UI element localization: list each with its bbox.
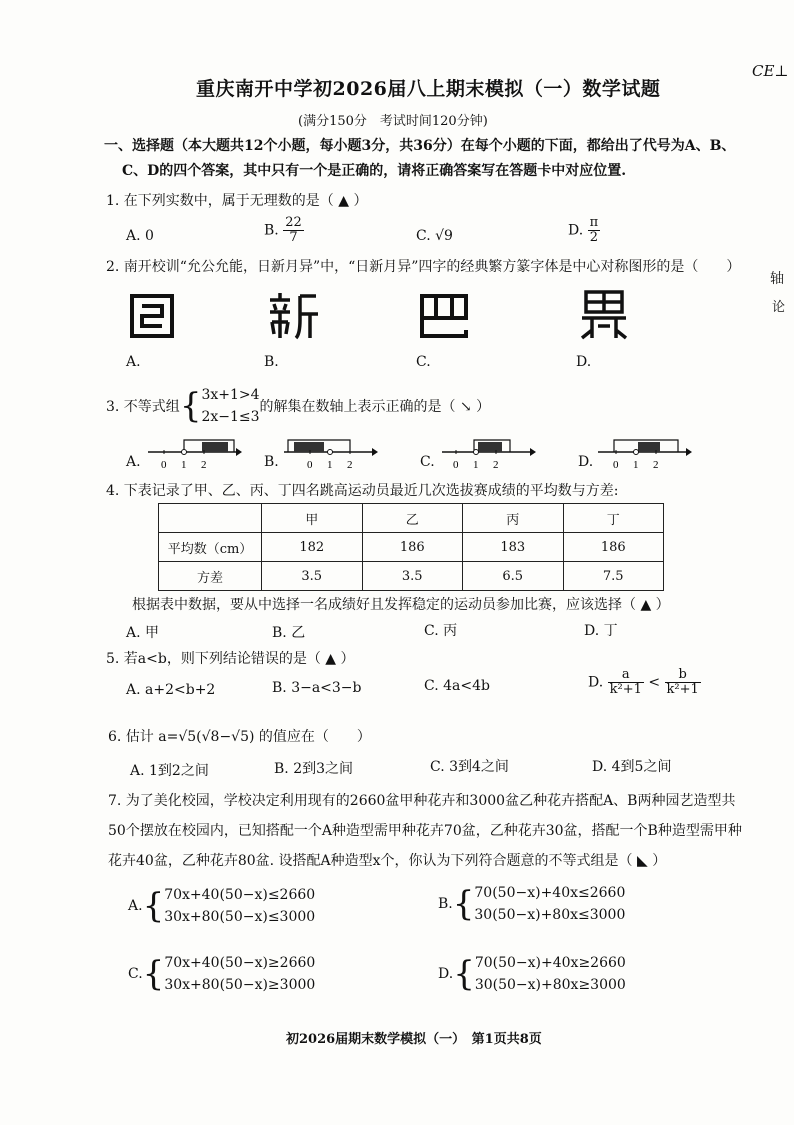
q7-option-d-label: D.	[438, 966, 454, 982]
q5-option-b: B. 3−a<3−b	[272, 680, 362, 696]
q7-line-1: 7. 为了美化校园，学校决定利用现有的2660盆甲种花卉和3000盆乙种花卉搭配A、B两种园艺造型共	[108, 793, 736, 809]
seal-yi-icon	[578, 288, 630, 342]
q1-option-c: C. √9	[416, 228, 453, 244]
q7-b-eq1: 70(50−x)+40x≤2660	[474, 885, 626, 901]
section-instructions-2: C、D的四个答案，其中只有一个是正确的，请将正确答案写在答题卡中对应位置.	[122, 163, 627, 179]
q5-option-c: C. 4a<4b	[424, 678, 490, 694]
table-header-cell: 乙	[362, 504, 463, 533]
q4-followup: 根据表中数据，要从中选择一名成绩好且发挥稳定的运动员参加比赛，应该选择（ ▲ ）	[132, 597, 670, 613]
q3-d-tick-1: 1	[633, 459, 639, 471]
table-cell: 6.5	[463, 562, 564, 591]
page-title: 重庆南开中学初2026届八上期末模拟（一）数学试题	[196, 78, 661, 100]
q3-label-c: C.	[420, 454, 435, 470]
q5-d-den2: k²+1	[666, 682, 699, 697]
q5-option-d-label: D.	[588, 674, 604, 691]
q5-d-num1: a	[608, 668, 644, 683]
q1-d-denominator: 2	[589, 230, 599, 245]
margin-mark-2: 论	[772, 300, 786, 315]
q2-label-c: C.	[416, 354, 431, 370]
table-cell: 方差	[159, 562, 262, 591]
q1-stem: 1. 在下列实数中，属于无理数的是（ ▲ ）	[106, 193, 368, 209]
table-cell: 186	[563, 533, 664, 562]
q7-d-brace: {	[453, 954, 475, 994]
q7-a-eq2: 30x+80(50−x)≤3000	[164, 909, 316, 925]
q7-option-b	[438, 882, 625, 926]
q2-label-a: A.	[126, 354, 141, 370]
q1-d-numerator: π	[589, 215, 599, 230]
q7-c-system	[164, 952, 315, 996]
q1-option-d	[568, 216, 600, 245]
q1-b-denominator: 7	[289, 230, 298, 245]
q3-c-tick-1: 1	[473, 459, 479, 471]
q5-option-d	[588, 668, 701, 697]
q6-option-a: A. 1到2之间	[130, 763, 209, 779]
q7-option-c-label: C.	[128, 966, 143, 982]
q7-a-system	[164, 884, 315, 928]
q7-line-3: 花卉40盆，乙种花卉80盆. 设搭配A种造型x个，你认为下列符合题意的不等式组是（ ◣ ）	[108, 853, 667, 869]
q1-b-numerator: 22	[285, 215, 302, 230]
table-header-cell	[159, 504, 262, 533]
q7-c-eq1: 70x+40(50−x)≥2660	[164, 955, 316, 971]
q7-c-eq2: 30x+80(50−x)≥3000	[164, 977, 316, 993]
q3-c-tick-2: 2	[493, 459, 499, 471]
q6-stem: 6. 估计 a=√5(√8−√5) 的值应在（ ）	[108, 729, 371, 745]
q7-b-brace: {	[452, 884, 475, 924]
q7-option-b-label: B.	[438, 896, 453, 912]
q3-eq2: 2x−1≤3	[201, 409, 260, 425]
q5-d-fraction-left	[608, 668, 644, 697]
table-cell: 3.5	[262, 562, 363, 591]
table-cell: 3.5	[362, 562, 463, 591]
q3-numberline-b	[282, 432, 378, 472]
q2-label-b: B.	[264, 354, 279, 370]
q3-stem-post: 的解集在数轴上表示正确的是（ ↘ ）	[259, 399, 491, 415]
q3-system	[201, 384, 259, 428]
table-row	[159, 533, 664, 562]
q1-option-b-label: B.	[264, 222, 279, 239]
q7-option-a	[128, 884, 315, 928]
seal-yue-icon	[418, 292, 470, 340]
q1-option-d-fraction	[588, 216, 601, 245]
q4-stem: 4. 下表记录了甲、乙、丙、丁四名跳高运动员最近几次选拔赛成绩的平均数与方差:	[106, 483, 619, 499]
q3-eq1: 3x+1>4	[201, 387, 260, 403]
table-cell: 7.5	[563, 562, 664, 591]
q4-score-table	[158, 503, 664, 591]
q7-option-a-label: A.	[128, 898, 143, 914]
q7-b-eq2: 30(50−x)+80x≤3000	[474, 907, 626, 923]
q4-option-d: D. 丁	[584, 623, 618, 639]
table-header-row	[159, 504, 664, 533]
section-instructions-1: 一、选择题（本大题共12个小题，每小题3分，共36分）在每个小题的下面，都给出了代号为A、B、	[104, 138, 736, 154]
q3-brace: {	[179, 386, 202, 426]
q1-option-b	[264, 216, 304, 245]
table-header-cell: 丙	[463, 504, 564, 533]
q3-stem-pre: 3. 不等式组	[106, 399, 180, 415]
table-header-cell: 丁	[563, 504, 664, 533]
page-subtitle: (满分150分 考试时间120分钟)	[298, 114, 488, 129]
q7-line-2: 50个摆放在校园内，已知搭配一个A种造型需甲种花卉70盆，乙种花卉30盆，搭配一个B种造型需甲种	[108, 823, 742, 839]
q3-a-tick-2: 2	[201, 459, 207, 471]
q3-numberline-d	[596, 432, 692, 472]
q6-option-d: D. 4到5之间	[592, 759, 672, 775]
q3-b-tick-2: 2	[347, 459, 353, 471]
q7-option-d	[438, 952, 626, 996]
q3-label-d: D.	[578, 454, 594, 470]
q7-b-system	[474, 882, 625, 926]
margin-mark-1: 轴	[770, 271, 784, 287]
q7-option-c	[128, 952, 315, 996]
q1-option-a: A. 0	[126, 228, 154, 244]
q5-stem: 5. 若a<b，则下列结论错误的是（ ▲ ）	[106, 651, 355, 667]
q3-label-b: B.	[264, 454, 279, 470]
q7-d-system	[475, 952, 626, 996]
q3-b-tick-1: 1	[327, 459, 333, 471]
q5-d-operator: <	[648, 674, 661, 691]
q6-option-c: C. 3到4之间	[430, 759, 509, 775]
q7-d-eq1: 70(50−x)+40x≥2660	[474, 955, 626, 971]
q3-label-a: A.	[126, 454, 141, 470]
table-row	[159, 562, 664, 591]
q4-option-a: A. 甲	[126, 625, 160, 641]
q6-option-b: B. 2到3之间	[274, 761, 354, 777]
q3-stem	[106, 384, 490, 428]
q5-d-fraction-right	[665, 668, 701, 697]
q3-numberline-c	[440, 432, 536, 472]
q1-option-b-fraction	[283, 216, 304, 245]
q3-b-tick-0: 0	[307, 459, 313, 471]
q3-a-tick-0: 0	[161, 459, 167, 471]
q3-a-tick-1: 1	[181, 459, 187, 471]
table-cell: 183	[463, 533, 564, 562]
q7-a-eq1: 70x+40(50−x)≤2660	[164, 887, 316, 903]
page-footer: 初2026届期末数学模拟（一） 第1页共8页	[286, 1032, 542, 1047]
q3-d-tick-2: 2	[653, 459, 659, 471]
q4-option-c: C. 丙	[424, 623, 458, 639]
seal-ri-icon	[128, 292, 176, 340]
table-header-cell: 甲	[262, 504, 363, 533]
q7-d-eq2: 30(50−x)+80x≥3000	[474, 977, 626, 993]
corner-mark: CE⊥	[752, 62, 789, 80]
q3-d-tick-0: 0	[613, 459, 619, 471]
q7-a-brace: {	[142, 886, 165, 926]
table-cell: 182	[262, 533, 363, 562]
q1-option-d-label: D.	[568, 222, 584, 239]
q5-d-den1: k²+1	[609, 682, 642, 697]
q2-stem: 2. 南开校训“允公允能，日新月异”中，“日新月异”四字的经典繁方篆字体是中心对称图形的是（ ）	[106, 259, 741, 275]
q4-option-b: B. 乙	[272, 625, 306, 641]
q7-c-brace: {	[142, 954, 165, 994]
table-cell: 186	[362, 533, 463, 562]
table-cell: 平均数（cm）	[159, 533, 262, 562]
seal-xin-icon	[266, 290, 322, 342]
q3-numberline-a	[146, 432, 242, 472]
q3-c-tick-0: 0	[453, 459, 459, 471]
q2-label-d: D.	[576, 354, 592, 370]
q5-d-num2: b	[665, 668, 701, 683]
q5-option-a: A. a+2<b+2	[126, 682, 216, 698]
